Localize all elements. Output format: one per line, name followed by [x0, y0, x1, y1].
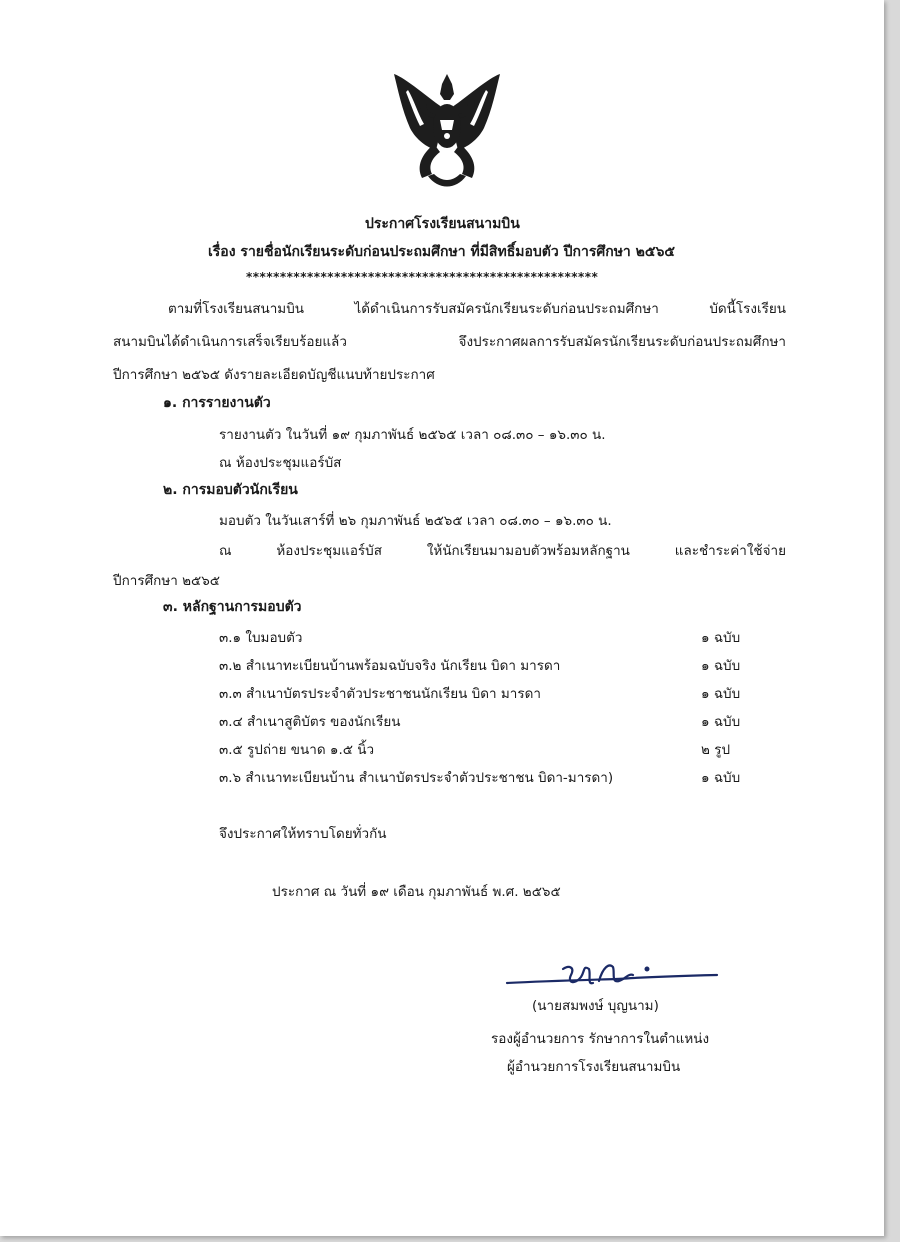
section-3-heading: ๓. หลักฐานการมอบตัว [163, 599, 302, 615]
evidence-item-label: ๓.๖ สำเนาทะเบียนบ้าน สำเนาบัตรประจำตัวประชาชน บิดา-มารดา) [219, 770, 614, 786]
evidence-item-qty: ๑ ฉบับ [701, 770, 741, 786]
evidence-item-label: ๓.๒ สำเนาทะเบียนบ้านพร้อมฉบับจริง นักเรียน บิดา มารดา [219, 658, 561, 674]
handwritten-signature [505, 955, 720, 997]
section-2-line-2: ณ ห้องประชุมแอร์บัส ให้นักเรียนมามอบตัวพร้อมหลักฐาน และชำระค่าใช้จ่าย [219, 543, 786, 559]
evidence-item-qty: ๑ ฉบับ [701, 658, 741, 674]
document-subject: เรื่อง รายชื่อนักเรียนระดับก่อนประถมศึกษา ที่มีสิทธิ์มอบตัว ปีการศึกษา ๒๕๖๕ [208, 244, 675, 260]
separator-line: **************************************************** [246, 270, 599, 284]
section-2-line-3: ปีการศึกษา ๒๕๖๕ [113, 573, 220, 589]
signatory-position-1: รองผู้อำนวยการ รักษาการในตำแหน่ง [491, 1031, 710, 1047]
evidence-item-qty: ๑ ฉบับ [701, 686, 741, 702]
intro-line-3: ปีการศึกษา ๒๕๖๕ ดังรายละเอียดบัญชีแนบท้ายประกาศ [113, 367, 435, 383]
evidence-item-label: ๓.๔ สำเนาสูติบัตร ของนักเรียน [219, 714, 401, 730]
evidence-item-label: ๓.๑ ใบมอบตัว [219, 630, 303, 646]
section-1-heading: ๑. การรายงานตัว [163, 395, 271, 411]
evidence-item-qty: ๒ รูป [701, 742, 731, 758]
intro-line-1: ตามที่โรงเรียนสนามบิน ได้ดำเนินการรับสมัครนักเรียนระดับก่อนประถมศึกษา บัดนี้โรงเรียน [168, 301, 786, 317]
document-title: ประกาศโรงเรียนสนามบิน [365, 216, 520, 232]
closing-announce: จึงประกาศให้ทราบโดยทั่วกัน [219, 826, 387, 842]
intro-line-2: สนามบินได้ดำเนินการเสร็จเรียบร้อยแล้ว จึงประกาศผลการรับสมัครนักเรียนระดับก่อนประถมศึกษา [113, 334, 786, 350]
evidence-item-qty: ๑ ฉบับ [701, 630, 741, 646]
section-1-line-2: ณ ห้องประชุมแอร์บัส [219, 455, 342, 471]
announcement-date: ประกาศ ณ วันที่ ๑๙ เดือน กุมภาพันธ์ พ.ศ. ๒๕๖๕ [272, 884, 561, 900]
evidence-item-label: ๓.๓ สำเนาบัตรประจำตัวประชาชนนักเรียน บิดา มารดา [219, 686, 541, 702]
garuda-emblem-icon [388, 70, 506, 192]
signatory-name: (นายสมพงษ์ บุญนาม) [532, 998, 659, 1014]
section-2-line-1: มอบตัว ในวันเสาร์ที่ ๒๖ กุมภาพันธ์ ๒๕๖๕ เวลา ๐๘.๓๐ – ๑๖.๓๐ น. [219, 513, 612, 529]
section-2-heading: ๒. การมอบตัวนักเรียน [163, 482, 298, 498]
signatory-position-2: ผู้อำนวยการโรงเรียนสนามบิน [507, 1059, 681, 1075]
evidence-item-label: ๓.๕ รูปถ่าย ขนาด ๑.๕ นิ้ว [219, 742, 375, 758]
section-1-line-1: รายงานตัว ในวันที่ ๑๙ กุมภาพันธ์ ๒๕๖๕ เวลา ๐๘.๓๐ – ๑๖.๓๐ น. [219, 427, 606, 443]
evidence-item-qty: ๑ ฉบับ [701, 714, 741, 730]
